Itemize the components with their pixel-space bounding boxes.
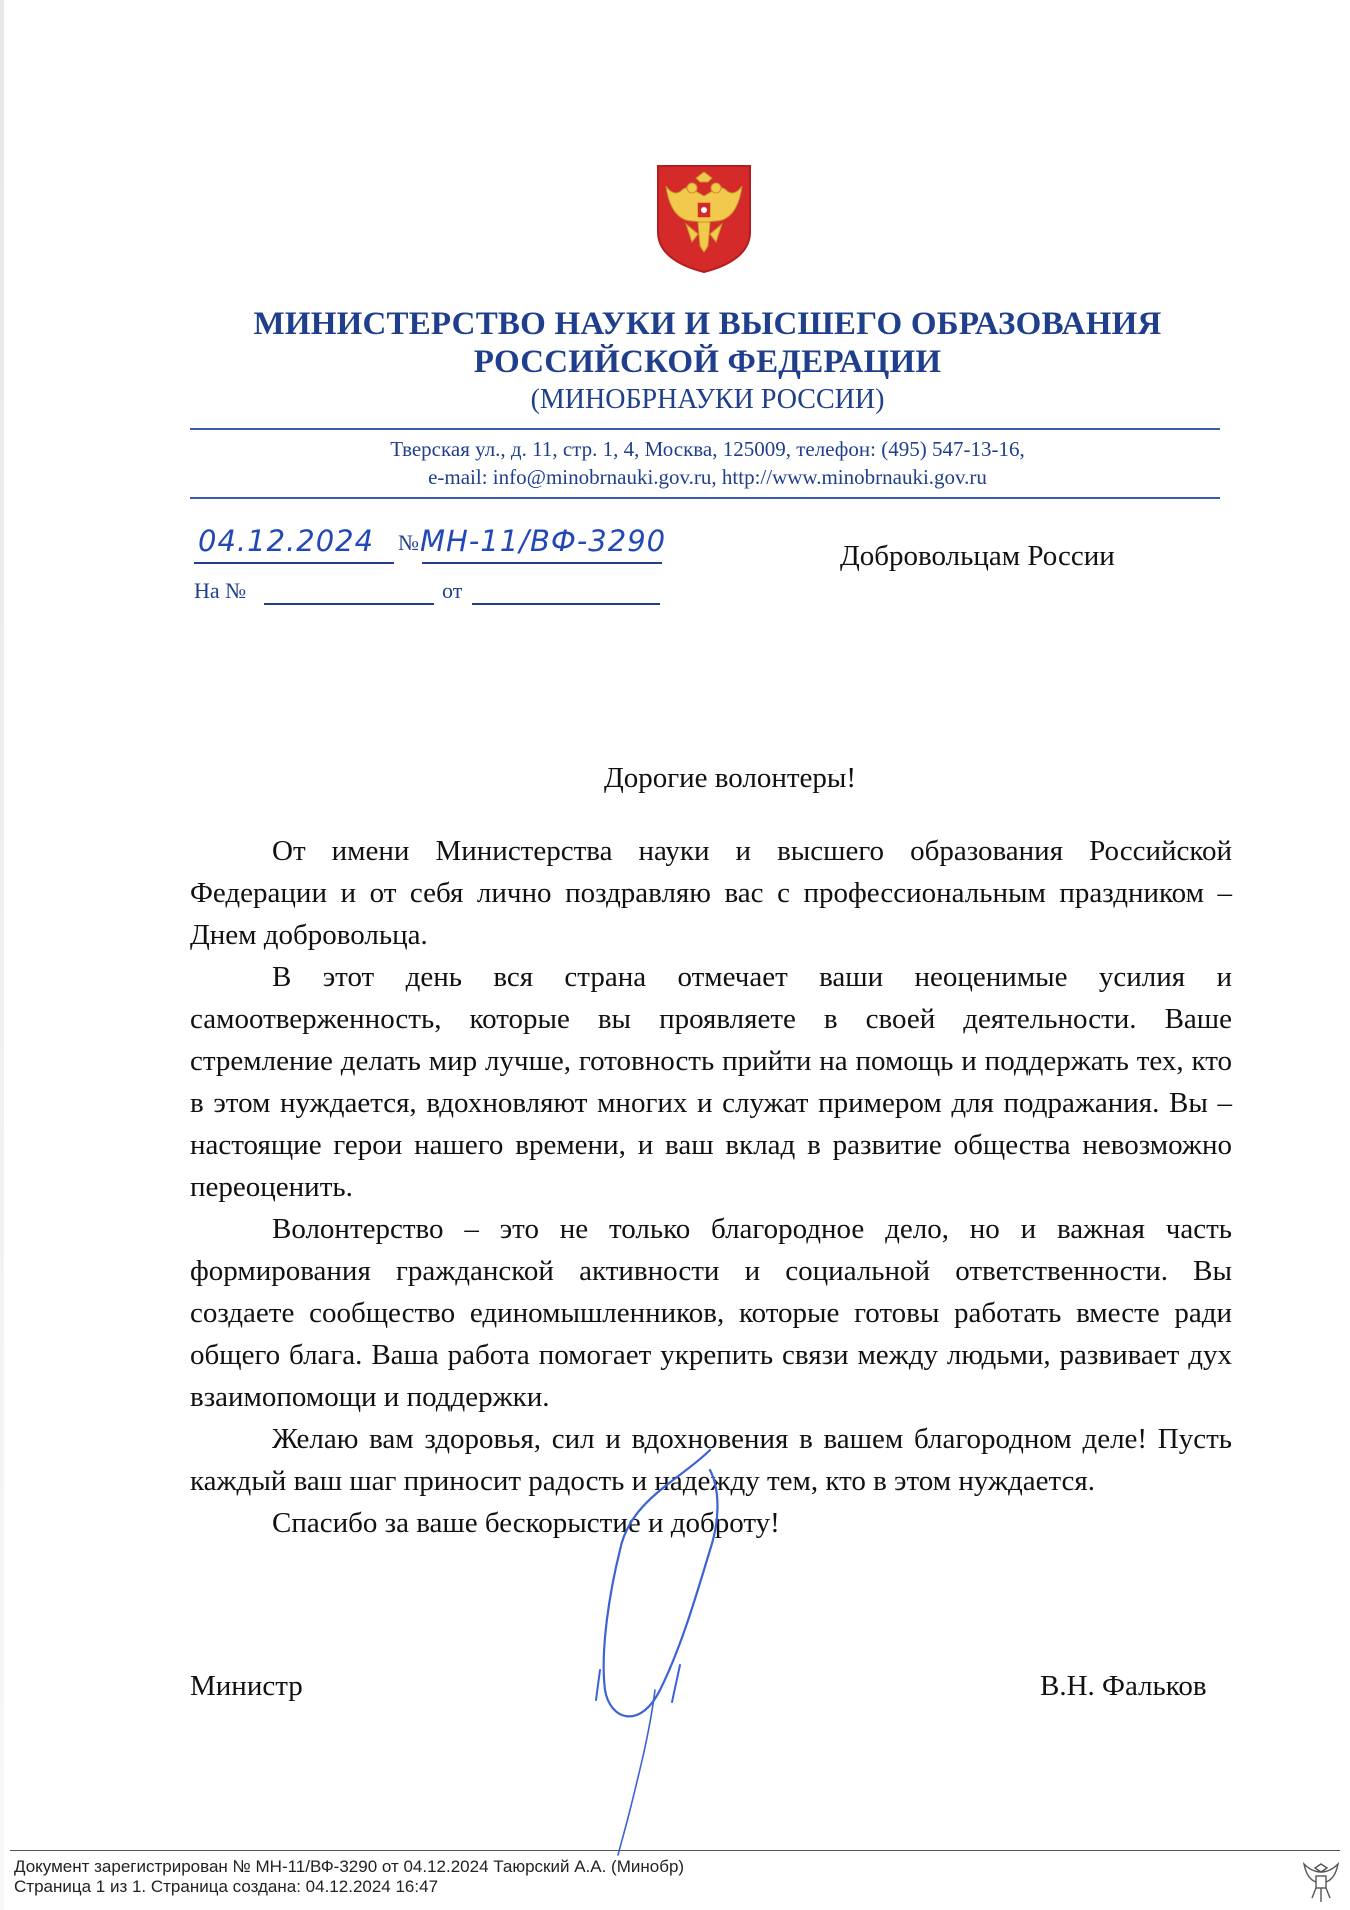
paragraph: Желаю вам здоровья, сил и вдохновения в вашем благородном деле! Пусть каждый ваш шаг приносит радость и надежду тем, кто в этом нуждается. [190,1423,1232,1497]
reference-from-label: от [442,578,463,603]
address-line-1: Тверская ул., д. 11, стр. 1, 4, Москва, 125009, телефон: (495) 547-13-16, [390,437,1025,461]
handwritten-signature [560,1440,760,1860]
reference-number-line [264,603,434,605]
paragraph: В этот день вся страна отмечает ваши неоценимые усилия и самоотверженность, которые вы проявляете в своей деятельности. Ваше стремление делать мир лучше, готовность прийти на помощь и поддержать тех, кто в этом нуждается, вдохновляют многих и служат примером для подражания. Вы – настоящие герои нашего времени, и ваш вклад в развитие общества невозможно переоценить. [190,961,1232,1203]
registration-date: 04.12.2024 [198,524,375,558]
footer-registration-line: Документ зарегистрирован № МН-11/ВФ-3290 от 04.12.2024 Таюрский А.А. (Минобр) [14,1857,685,1876]
ministry-short-name: (МИНОБРНАУКИ РОССИИ) [530,384,885,415]
number-underline [422,562,662,564]
date-underline [194,562,394,564]
reference-number-label: На № [194,578,247,603]
paragraph: Волонтерство – это не только благородное дело, но и важная часть формирования гражданской активности и социальной ответственности. Вы создаете сообщество единомышленников, которые готовы работать вместе ради общего блага. Ваша работа помогает укрепить связи между людьми, развивает дух взаимопомощи и поддержки. [190,1213,1232,1413]
russian-coat-of-arms-icon [652,162,756,274]
address-line-2: e-mail: info@minobrnauki.gov.ru, http://www.minobrnauki.gov.ru [428,465,987,489]
greeting: Дорогие волонтеры! [603,762,857,794]
header-divider-bottom [190,497,1220,499]
scan-edge [0,0,4,1910]
ministry-name-line1: МИНИСТЕРСТВО НАУКИ И ВЫСШЕГО ОБРАЗОВАНИЯ [253,306,1162,342]
letter-body [190,830,1232,1544]
reference-date-line [472,603,660,605]
header-divider-top [190,428,1220,430]
signer-position: Министр [190,1670,303,1702]
paragraph: Спасибо за ваше бескорыстие и доброту! [272,1507,780,1539]
signer-name: В.Н. Фальков [1040,1670,1207,1702]
registration-number: МН-11/ВФ-3290 [420,524,667,558]
ministry-name-line2: РОССИЙСКОЙ ФЕДЕРАЦИИ [473,344,942,380]
paragraph: От имени Министерства науки и высшего образования Российской Федерации и от себя лично поздравляю вас с профессиональным праздником – Днем добровольца. [190,835,1232,951]
addressee: Добровольцам России [840,540,1115,572]
footer-page-line: Страница 1 из 1. Страница создана: 04.12.2024 16:47 [14,1877,439,1896]
ministry-emblem-icon [1300,1858,1342,1904]
number-label: № [398,530,419,555]
footer-divider [10,1850,1340,1851]
